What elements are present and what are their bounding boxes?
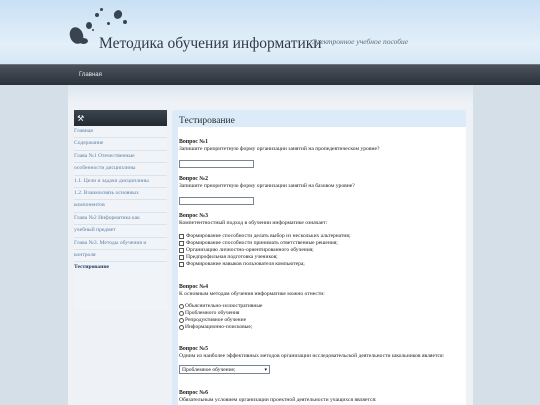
question-text: Запишите приоритетную форму организации занятий на базовом уровне?: [179, 183, 355, 189]
sidebar: [74, 110, 167, 310]
sidebar-item-goals[interactable]: 1.1. Цели и задачи дисциплины: [74, 176, 167, 188]
checkbox[interactable]: [179, 241, 184, 246]
sidebar-item-testing[interactable]: Тестирование: [74, 264, 110, 271]
sidebar-item-chapter1[interactable]: Глава №1 Отечественные: [74, 151, 167, 163]
q3-option[interactable]: Формирование способности делать выбор из нескольких альтернатив;: [179, 233, 461, 240]
question-1: [179, 139, 461, 168]
sidebar-item-contents[interactable]: Содержание: [74, 138, 167, 150]
checkbox[interactable]: [179, 248, 184, 253]
q3-option[interactable]: Организацию личностно-ориентированного обучения;: [179, 247, 461, 254]
answer-1-input[interactable]: [179, 160, 254, 168]
sidebar-menu: [74, 126, 167, 274]
question-number: Вопрос №1: [179, 139, 208, 145]
question-number: Вопрос №2: [179, 176, 208, 182]
checkbox[interactable]: [179, 262, 184, 267]
site-subtitle: Электронное учебное пособие: [312, 37, 409, 46]
sidebar-item-chapter2-cont[interactable]: учебный предмет: [74, 225, 167, 237]
question-number: Вопрос №6: [179, 390, 208, 396]
question-text: Обязательным условием организации проектной деятельности учащихся является:: [179, 397, 377, 403]
q3-option[interactable]: Формирование навыков пользователя компьютера;: [179, 261, 461, 268]
question-text: К основным методам обучения информатике можно отнести:: [179, 291, 325, 297]
checkbox[interactable]: [179, 255, 184, 260]
question-number: Вопрос №4: [179, 284, 208, 290]
question-2: [179, 176, 461, 205]
question-6: [179, 390, 461, 404]
radio-button[interactable]: [179, 318, 184, 323]
sidebar-item-home[interactable]: Главная: [74, 126, 167, 138]
sidebar-header: [74, 110, 167, 126]
radio-button[interactable]: [179, 304, 184, 309]
sidebar-item-chapter1-cont[interactable]: особенности дисциплины: [74, 163, 167, 175]
magic-wand-icon: ⚒: [77, 113, 85, 123]
radio-button[interactable]: [179, 325, 184, 330]
q4-option[interactable]: Проблемного обучения: [179, 310, 461, 317]
question-text: Одним из наиболее эффективных методов организации исследовательской деятельности школьников является:: [179, 353, 445, 359]
site-title: Методика обучения информатики: [99, 35, 322, 52]
page-title: Тестирование: [179, 116, 235, 126]
question-number: Вопрос №3: [179, 213, 208, 219]
q3-option[interactable]: Формирование способности принимать ответственные решения;: [179, 240, 461, 247]
sidebar-item-chapter2[interactable]: Глава №2 Информатика как: [74, 213, 167, 225]
chevron-down-icon: ▾: [264, 366, 267, 373]
question-4: [179, 284, 461, 331]
answer-5-select[interactable]: Проблемное обучение; ▾: [179, 365, 270, 374]
q4-option[interactable]: Репродуктивное обучение: [179, 317, 461, 324]
sidebar-item-components-cont[interactable]: компонентов: [74, 200, 167, 212]
question-number: Вопрос №5: [179, 346, 208, 352]
site-header: [0, 0, 540, 64]
radio-button[interactable]: [179, 311, 184, 316]
nav-item-home[interactable]: Главная: [79, 72, 102, 78]
sidebar-item-chapter3-cont[interactable]: контроля: [74, 250, 167, 262]
main-content: [172, 110, 466, 405]
sidebar-item-chapter3[interactable]: Глава №3. Методы обучения и: [74, 238, 167, 250]
q4-option[interactable]: Объяснительно-иллюстративные: [179, 303, 461, 310]
q4-option[interactable]: Информационно-поисковые;: [179, 324, 461, 331]
q3-option[interactable]: Предпрофильная подготовка учеников;: [179, 254, 461, 261]
question-text: Запишите приоритетную форму организации занятий на пропедевтическом уровне?: [179, 146, 380, 152]
top-navbar: [0, 64, 540, 85]
answer-2-input[interactable]: [179, 197, 254, 205]
checkbox[interactable]: [179, 234, 184, 239]
question-3: [179, 213, 461, 268]
question-text: Компетентностный подход в обучении информатике означает:: [179, 220, 328, 226]
sidebar-item-components[interactable]: 1.2. Взаимосвязь основных: [74, 188, 167, 200]
question-5: [179, 346, 461, 374]
